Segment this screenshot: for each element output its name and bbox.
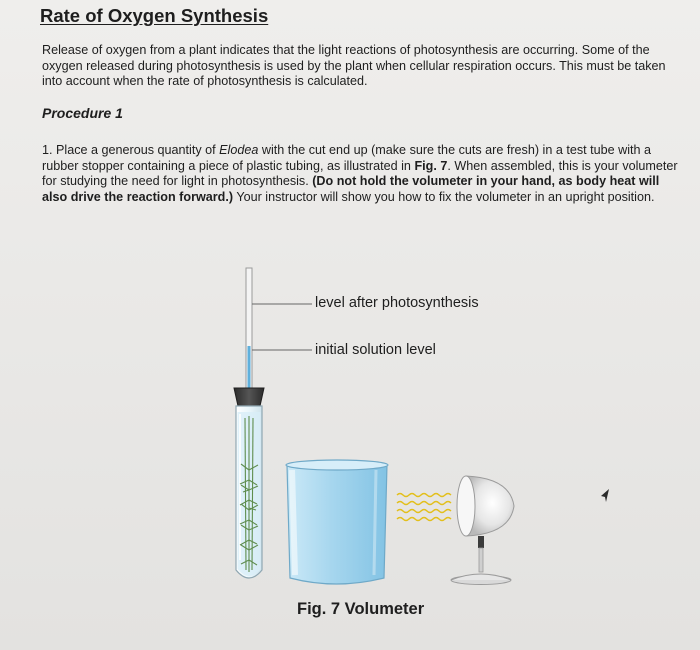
lamp-icon <box>451 476 514 585</box>
plastic-tubing <box>246 268 252 388</box>
beaker <box>286 460 388 584</box>
step-text-part1: 1. Place a generous quantity of <box>42 143 220 157</box>
figure-reference: Fig. 7 <box>414 158 448 173</box>
rubber-stopper <box>234 388 264 406</box>
intro-paragraph: Release of oxygen from a plant indicates that the light reactions of photosynthesis are occurring. Some of the oxygen released during photosynthesis is used by the plant when cellular respiration occurs. This must be taken into account when the rate of photosynthesis is calculated. <box>42 43 666 89</box>
cursor-arrow-icon <box>601 489 609 502</box>
page-title: Rate of Oxygen Synthesis <box>40 5 269 26</box>
warning-text: (Do not hold the volumeter in your hand, as body heat will also drive the reaction forward.) <box>42 174 660 204</box>
light-waves-icon <box>397 494 451 521</box>
step-text-part2: with the cut end up (make sure the cuts are fresh) in a test tube with a rubber stopper containing a piece of plastic tubing, as illustrated in <box>42 143 652 173</box>
elodea-term: Elodea <box>219 143 259 157</box>
label-level-after-photosynthesis: level after photosynthesis <box>315 295 479 311</box>
step-text-part3: . When assembled, this is your volumeter for studying the need for light in photosynthesis. <box>42 158 678 189</box>
label-initial-solution-level: initial solution level <box>315 342 436 358</box>
figure-caption: Fig. 7 Volumeter <box>297 600 425 618</box>
step-text-part4: Your instructor will show you how to fix the volumeter in an upright position. <box>233 189 655 204</box>
procedure-heading: Procedure 1 <box>42 105 123 121</box>
